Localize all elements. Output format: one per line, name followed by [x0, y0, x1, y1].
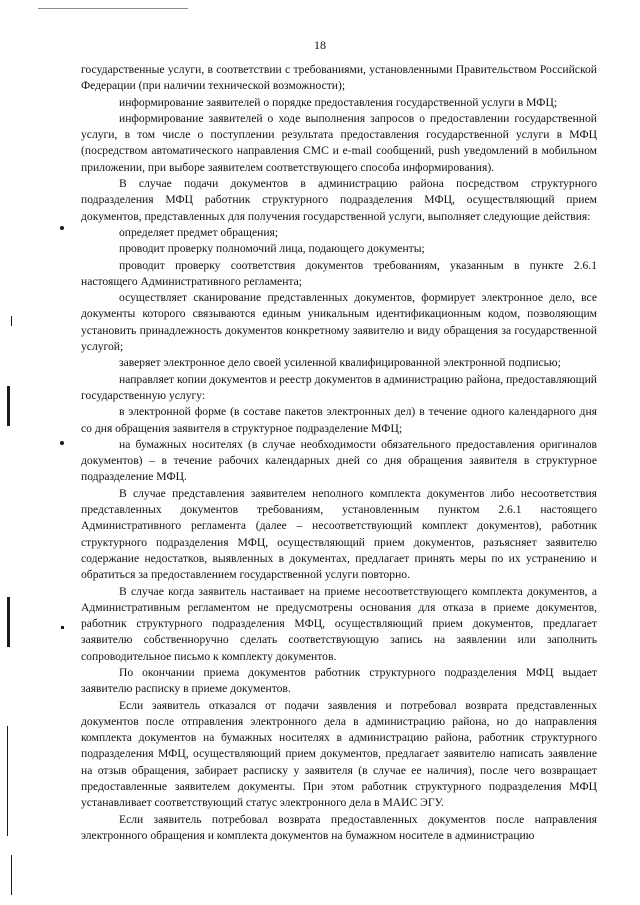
- scan-bar-mark: [7, 597, 10, 647]
- paragraph: проводит проверку полномочий лица, подающего документы;: [119, 242, 425, 256]
- scan-dot-mark: [60, 226, 64, 230]
- paragraph: осуществляет сканирование представленных документов, формирует электронное дело, все документы которого связываются единым уникальным идентификационным кодом, позволяющим установить принадлежность документов конкретному заявителю и виду обращения за государственной услугой;: [81, 291, 597, 354]
- paragraph: В случае представления заявителем неполного комплекта документов либо несоответствия представленных документов требованиям, установленным пунктом 2.6.1 настоящего Административного регламента (далее – несоответствующий комплект документов), работник структурного подразделения МФЦ, осуществляющий прием документов, разъясняет заявителю содержание недостатков, выявленных в документах, предлагает принять меры по их устранению и обратиться за предоставлением государственной услуги повторно.: [81, 486, 597, 582]
- scan-tick-mark: [61, 626, 64, 629]
- paragraph: информирование заявителей о порядке предоставления государственной услуги в МФЦ;: [119, 95, 558, 109]
- paragraph: В случае подачи документов в администрацию района посредством структурного подразделения МФЦ работник структурного подразделения МФЦ, осуществляющий прием документов, представленных для получения государственной услуги, выполняет следующие действия:: [81, 177, 597, 223]
- paragraph: В случае когда заявитель настаивает на приеме несоответствующего комплекта документов, а Административным регламентом не предусмотрены основания для отказа в приеме документов, работник структурного подразделения МФЦ, осуществляющий прием документов, предлагает заявителю собственноручно сделать соответствующую запись на заявлении или заполнить сопроводительное письмо к комплекту документов.: [81, 584, 597, 663]
- paragraph: направляет копии документов и реестр документов в администрацию района, предоставляющий государственную услугу:: [81, 372, 597, 402]
- scan-dot-mark: [60, 441, 64, 445]
- scan-tick-mark: [11, 316, 12, 326]
- scan-bar-mark: [7, 726, 8, 836]
- paragraph: в электронной форме (в составе пакетов электронных дел) в течение одного календарного дня со дня обращения заявителя в структурное подразделение МФЦ;: [81, 405, 597, 435]
- paragraph: Если заявитель отказался от подачи заявления и потребовал возврата представленных документов после отправления электронного дела в администрацию района, но до направления комплекта документов на бумажных носителях в администрацию района, работник структурного подразделения МФЦ, осуществляющий прием документов, предлагает заявителю написать заявление на отзыв обращения, забирает расписку у заявителя (в случае ее наличия), после чего возвращает предоставленные заявителем документы. При этом работник структурного подразделения МФЦ устанавливает соответствующий статус электронного дела в МАИС ЭГУ.: [81, 698, 597, 810]
- document-body: [81, 62, 597, 844]
- scan-tick-mark: [11, 855, 12, 895]
- page-number: 18: [314, 38, 326, 52]
- top-divider: [38, 8, 188, 9]
- paragraph: проводит проверку соответствия документов требованиям, указанным в пункте 2.6.1 настоящего Административного регламента;: [81, 258, 597, 288]
- scan-bar-mark: [7, 386, 10, 426]
- paragraph: определяет предмет обращения;: [119, 225, 279, 239]
- paragraph: По окончании приема документов работник структурного подразделения МФЦ выдает заявителю расписку в приеме документов.: [81, 665, 597, 696]
- paragraph: на бумажных носителях (в случае необходимости обязательного предоставления оригиналов документов) – в течение рабочих календарных дней со дня обращения заявителя в структурное подразделение МФЦ.: [81, 437, 597, 484]
- paragraph: информирование заявителей о ходе выполнения запросов о предоставлении государственной услуги, в том числе о поступлении результата предоставления государственной услуги в МФЦ (посредством автоматического направления СМС и e-mail сообщений, push уведомлений в мобильном приложении, при выборе заявителем соответствующего способа информирования).: [81, 111, 597, 174]
- paragraph: Если заявитель потребовал возврата предоставленных документов после направления электронного обращения и комплекта документов на бумажном носителе в администрацию: [81, 812, 597, 842]
- paragraph: заверяет электронное дело своей усиленной квалифицированной электронной подписью;: [119, 356, 561, 370]
- paragraph: государственные услуги, в соответствии с требованиями, установленными Правительством Российской Федерации (при наличии технической возможности);: [81, 63, 597, 93]
